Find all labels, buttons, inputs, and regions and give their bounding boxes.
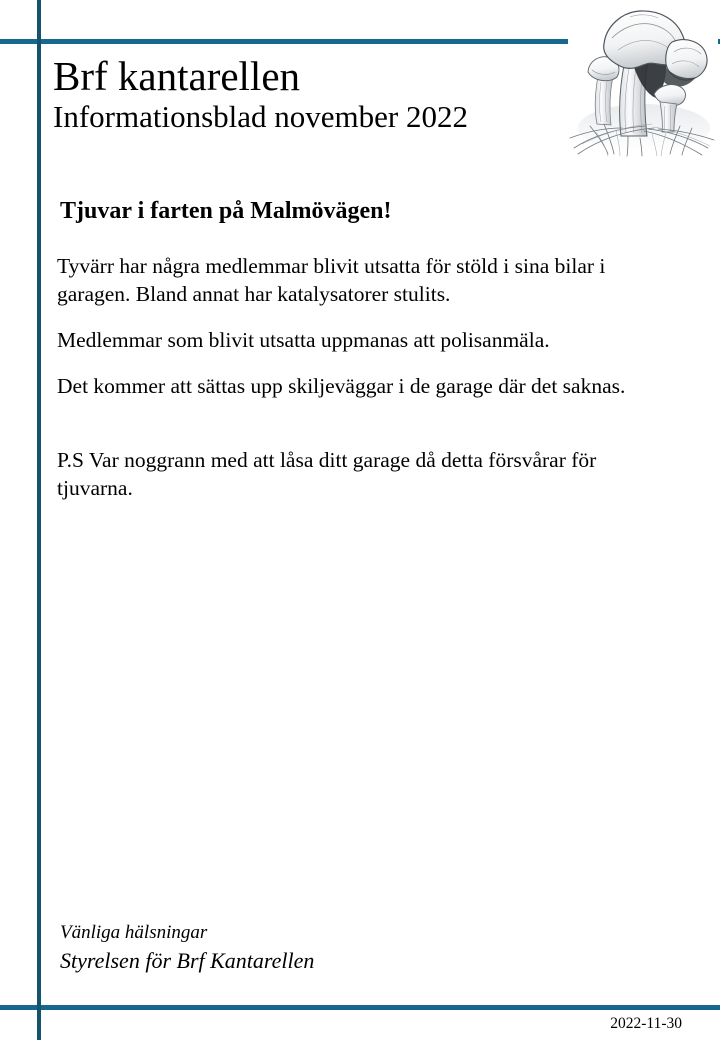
chanterelle-mushroom-icon: [568, 0, 718, 160]
footer-date: 2022-11-30: [610, 1015, 682, 1032]
footer-divider-rule: [0, 1005, 720, 1010]
page-footer: [41, 1014, 682, 1034]
letter-paragraph: Medlemmar som blivit utsatta uppmanas att polisanmäla.: [57, 328, 550, 352]
page-subtitle: Informationsblad november 2022: [53, 99, 468, 134]
letter-body: [57, 196, 669, 502]
letter-paragraph-postscript: P.S Var noggrann med att låsa ditt garage då detta försvårar för tjuvarna.: [57, 448, 597, 500]
signature-greeting: Vänliga hälsningar: [60, 922, 208, 943]
left-margin-rule: [37, 0, 41, 1040]
letter-paragraph: Tyvärr har några medlemmar blivit utsatta för stöld i sina bilar i garagen. Bland annat har katalysatorer stulits.: [57, 254, 606, 306]
signature-block: [60, 920, 314, 976]
page-title: Brf kantarellen: [53, 53, 301, 99]
letter-paragraph: Det kommer att sättas upp skiljeväggar i de garage där det saknas.: [57, 374, 626, 398]
signature-sender: Styrelsen för Brf Kantarellen: [60, 948, 315, 973]
masthead: [53, 52, 613, 136]
letter-heading: Tjuvar i farten på Malmövägen!: [60, 198, 392, 224]
